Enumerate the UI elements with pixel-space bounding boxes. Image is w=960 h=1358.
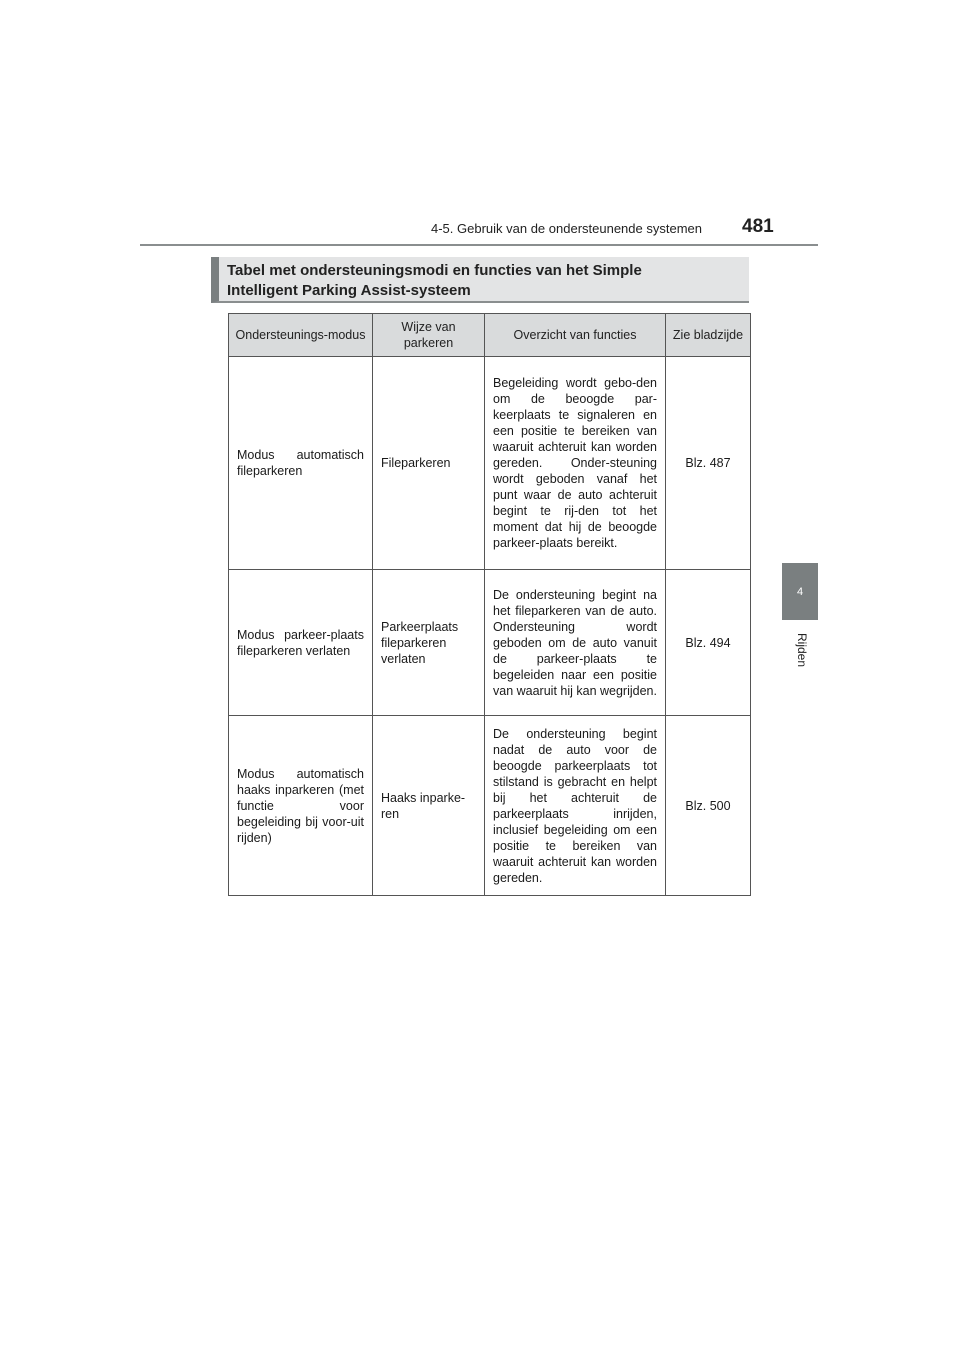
page-number: 481 <box>742 216 774 237</box>
cell-page-reference: Blz. 494 <box>666 570 751 716</box>
section-heading-line-1: Tabel met ondersteuningsmodi en functies van het Simple <box>227 262 642 279</box>
cell-mode: Modus automatisch fileparkeren <box>229 357 373 570</box>
cell-page-reference: Blz. 487 <box>666 357 751 570</box>
header-section-title: 4-5. Gebruik van de ondersteunende systemen <box>430 221 702 236</box>
table-row <box>229 716 751 896</box>
cell-overview: De ondersteuning begint nadat de auto voor de beoogde parkeerplaats tot stilstand is gebracht en helpt bij het achteruit de parkeerplaats inrijden, inclusief begeleiding om een positie te bereiken van waaruit achteruit kan worden gereden. <box>485 716 666 896</box>
table-row <box>229 357 751 570</box>
header-divider <box>140 244 818 246</box>
assist-modes-table <box>228 313 751 896</box>
cell-parking: Fileparkeren <box>373 357 485 570</box>
section-heading-line-2: Intelligent Parking Assist-systeem <box>227 282 471 299</box>
cell-mode: Modus parkeer-plaats fileparkeren verlaten <box>229 570 373 716</box>
cell-parking: Parkeerplaats fileparkeren verlaten <box>373 570 485 716</box>
chapter-tab[interactable] <box>782 563 818 620</box>
column-header-overview: Overzicht van functies <box>485 314 666 357</box>
cell-parking: Haaks inparke-ren <box>373 716 485 896</box>
cell-page-reference: Blz. 500 <box>666 716 751 896</box>
column-header-mode: Ondersteunings-modus <box>229 314 373 357</box>
chapter-title: Rijden <box>795 632 809 668</box>
cell-overview: De ondersteuning begint na het fileparkeren van de auto. Ondersteuning wordt geboden om de auto vanuit de parkeer-plaats te begeleiden naar een positie van waaruit hij kan wegrijden. <box>485 570 666 716</box>
column-header-parking: Wijze van parkeren <box>373 314 485 357</box>
table-row <box>229 570 751 716</box>
section-heading <box>211 257 749 303</box>
chapter-label <box>787 628 817 672</box>
cell-overview: Begeleiding wordt gebo-den om de beoogde par-keerplaats te signaleren en een positie te bereiken van waaruit achteruit kan worden gereden. Onder-steuning wordt geboden vanaf het punt waar de auto achteruit begint te rij-den tot het moment dat hij de beoogde parkeer-plaats bereikt. <box>485 357 666 570</box>
chapter-number: 4 <box>796 585 804 598</box>
column-header-page: Zie bladzijde <box>666 314 751 357</box>
cell-mode: Modus automatisch haaks inparkeren (met functie voor begeleiding bij voor-uit rijden) <box>229 716 373 896</box>
table-header-row <box>229 314 751 357</box>
